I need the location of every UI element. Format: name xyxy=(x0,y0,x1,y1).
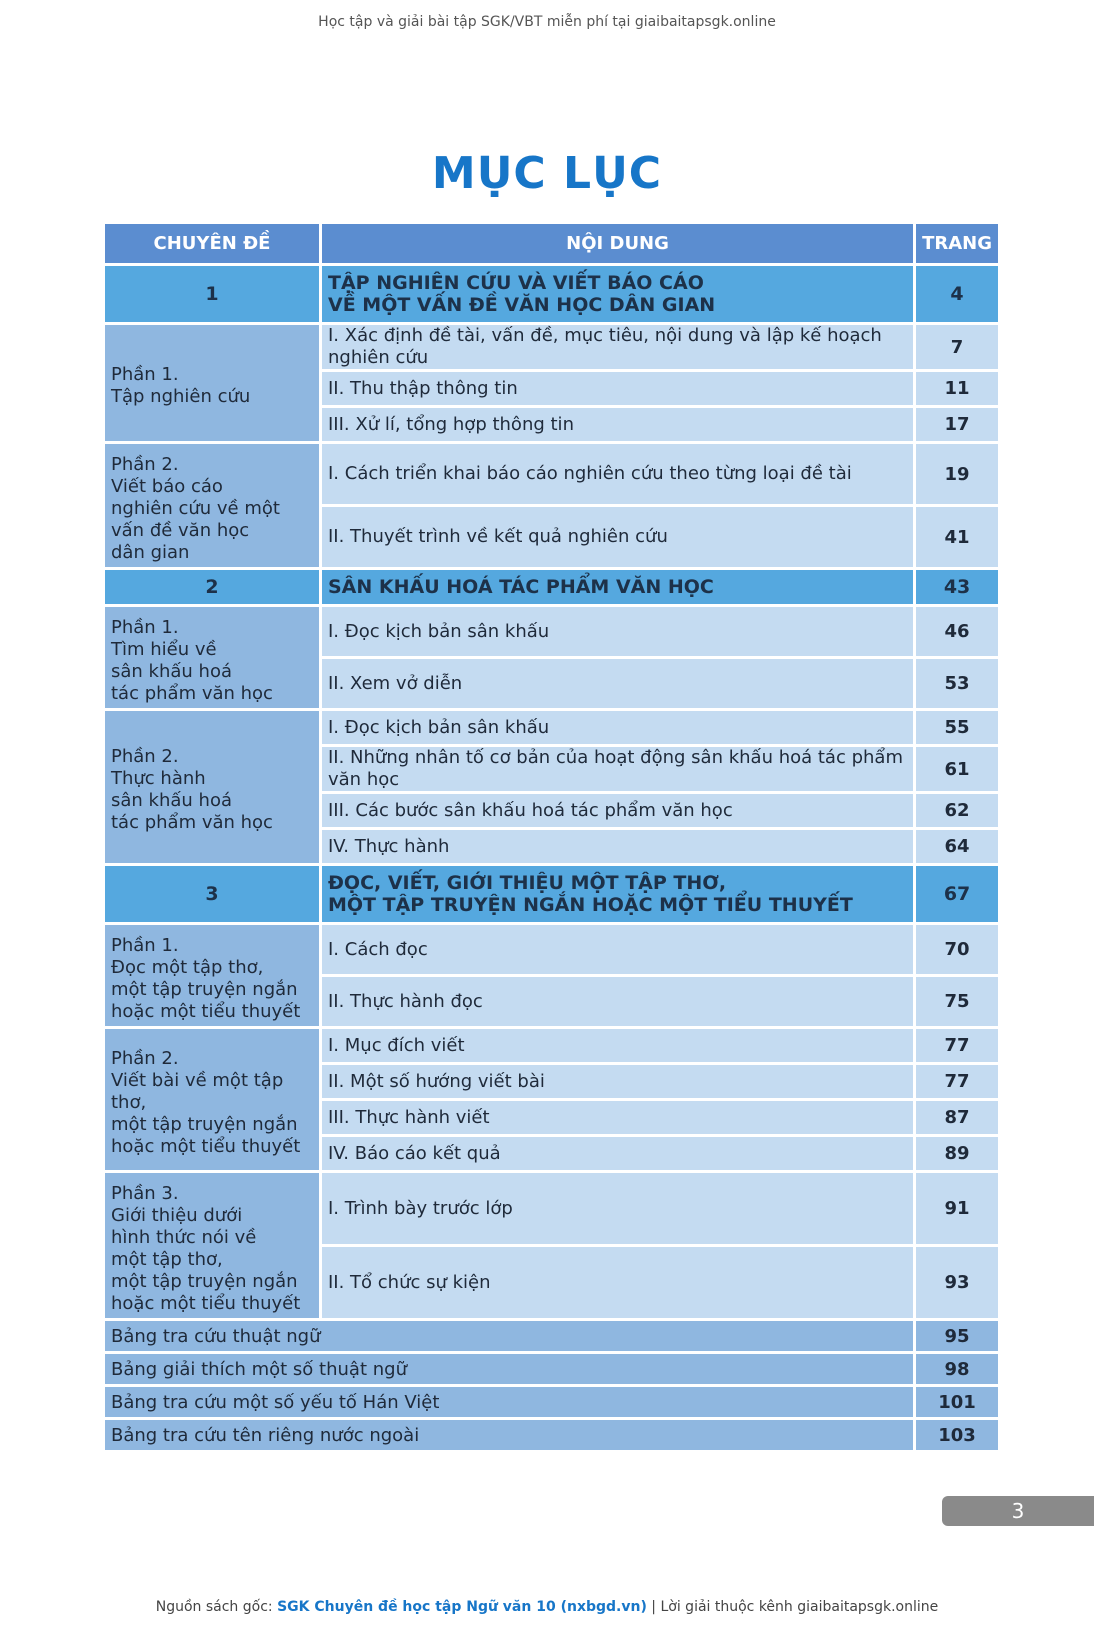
entry-title[interactable]: I. Xác định đề tài, vấn đề, mục tiêu, nội dung và lập kế hoạch nghiên cứu xyxy=(322,325,913,369)
entry-page: 46 xyxy=(916,607,998,656)
appendix-page: 101 xyxy=(916,1387,998,1417)
section-title xyxy=(322,570,913,604)
entry-title[interactable]: II. Những nhân tố cơ bản của hoạt động sân khấu hoá tác phẩm văn học xyxy=(322,747,913,791)
column-header-content: NỘI DUNG xyxy=(322,224,913,263)
section-row xyxy=(105,570,998,604)
entry-page: 77 xyxy=(916,1029,998,1062)
entry-title[interactable]: II. Thu thập thông tin xyxy=(322,372,913,405)
entry-page: 89 xyxy=(916,1137,998,1170)
section-title-line: TẬP NGHIÊN CỨU VÀ VIẾT BÁO CÁO xyxy=(328,272,704,294)
entry-title[interactable]: I. Đọc kịch bản sân khấu xyxy=(322,711,913,744)
part-label: Phần 2. Viết bài về một tập thơ, một tập truyện ngắn hoặc một tiểu thuyết xyxy=(105,1029,319,1170)
part-label: Phần 1. Đọc một tập thơ, một tập truyện ngắn hoặc một tiểu thuyết xyxy=(105,925,319,1026)
section-title-line: VỀ MỘT VẤN ĐỀ VĂN HỌC DÂN GIAN xyxy=(328,294,716,316)
section-number: 1 xyxy=(105,266,319,322)
entry-title[interactable]: II. Tổ chức sự kiện xyxy=(322,1247,913,1318)
part-label: Phần 3. Giới thiệu dưới hình thức nói về một tập thơ, một tập truyện ngắn hoặc một tiểu thuyết xyxy=(105,1173,319,1318)
entry-page: 7 xyxy=(916,325,998,369)
appendix-row xyxy=(105,1354,998,1384)
section-title xyxy=(322,266,913,322)
appendix-page: 95 xyxy=(916,1321,998,1351)
entry-page: 19 xyxy=(916,444,998,504)
toc-table xyxy=(102,221,1001,1453)
entry-title[interactable]: II. Xem vở diễn xyxy=(322,659,913,708)
column-header-page: TRANG xyxy=(916,224,998,263)
entry-page: 87 xyxy=(916,1101,998,1134)
toc-header-row xyxy=(105,224,998,263)
appendix-page: 98 xyxy=(916,1354,998,1384)
header-note: Học tập và giải bài tập SGK/VBT miễn phí tại giaibaitapsgk.online xyxy=(318,14,776,30)
part-label: Phần 1. Tập nghiên cứu xyxy=(105,325,319,441)
part-label: Phần 1. Tìm hiểu về sân khấu hoá tác phẩm văn học xyxy=(105,607,319,708)
section-title-line: ĐỌC, VIẾT, GIỚI THIỆU MỘT TẬP THƠ, xyxy=(328,872,727,894)
section-number: 2 xyxy=(105,570,319,604)
entry-page: 53 xyxy=(916,659,998,708)
part-label: Phần 2. Viết báo cáo nghiên cứu về một vấn đề văn học dân gian xyxy=(105,444,319,567)
toc-entry-row xyxy=(105,444,998,504)
entry-title[interactable]: II. Một số hướng viết bài xyxy=(322,1065,913,1098)
entry-page: 91 xyxy=(916,1173,998,1244)
entry-page: 61 xyxy=(916,747,998,791)
entry-title[interactable]: I. Đọc kịch bản sân khấu xyxy=(322,607,913,656)
appendix-title[interactable]: Bảng tra cứu một số yếu tố Hán Việt xyxy=(105,1387,913,1417)
section-row xyxy=(105,866,998,922)
entry-title[interactable]: I. Cách triển khai báo cáo nghiên cứu theo từng loại đề tài xyxy=(322,444,913,504)
section-title-line: MỘT TẬP TRUYỆN NGẮN HOẶC MỘT TIỂU THUYẾT xyxy=(328,894,853,916)
entry-page: 77 xyxy=(916,1065,998,1098)
appendix-title[interactable]: Bảng giải thích một số thuật ngữ xyxy=(105,1354,913,1384)
appendix-row xyxy=(105,1321,998,1351)
entry-title[interactable]: III. Các bước sân khấu hoá tác phẩm văn học xyxy=(322,794,913,827)
toc-entry-row xyxy=(105,711,998,744)
entry-title[interactable]: III. Xử lí, tổng hợp thông tin xyxy=(322,408,913,441)
section-title-line: SÂN KHẤU HOÁ TÁC PHẨM VĂN HỌC xyxy=(328,576,714,598)
section-number: 3 xyxy=(105,866,319,922)
entry-title[interactable]: IV. Báo cáo kết quả xyxy=(322,1137,913,1170)
page-title: MỤC LỤC xyxy=(431,148,663,199)
toc-entry-row xyxy=(105,925,998,974)
footer-prefix: Nguồn sách gốc: xyxy=(155,1599,278,1615)
entry-page: 41 xyxy=(916,507,998,567)
part-label: Phần 2. Thực hành sân khấu hoá tác phẩm văn học xyxy=(105,711,319,863)
footer-note xyxy=(0,1599,1094,1615)
entry-page: 64 xyxy=(916,830,998,863)
appendix-title[interactable]: Bảng tra cứu thuật ngữ xyxy=(105,1321,913,1351)
appendix-title[interactable]: Bảng tra cứu tên riêng nước ngoài xyxy=(105,1420,913,1450)
entry-title[interactable]: I. Mục đích viết xyxy=(322,1029,913,1062)
footer-suffix: | Lời giải thuộc kênh giaibaitapsgk.online xyxy=(646,1599,939,1615)
entry-title[interactable]: I. Trình bày trước lớp xyxy=(322,1173,913,1244)
entry-title[interactable]: IV. Thực hành xyxy=(322,830,913,863)
column-header-topic: CHUYÊN ĐỀ xyxy=(105,224,319,263)
entry-page: 70 xyxy=(916,925,998,974)
page-number-badge: 3 xyxy=(942,1496,1094,1526)
section-page: 43 xyxy=(916,570,998,604)
appendix-row xyxy=(105,1387,998,1417)
footer-source-link[interactable]: SGK Chuyên đề học tập Ngữ văn 10 (nxbgd.vn) xyxy=(277,1599,647,1615)
section-row xyxy=(105,266,998,322)
section-title xyxy=(322,866,913,922)
toc-entry-row xyxy=(105,1173,998,1244)
toc-entry-row xyxy=(105,1029,998,1062)
appendix-page: 103 xyxy=(916,1420,998,1450)
entry-page: 75 xyxy=(916,977,998,1026)
section-page: 67 xyxy=(916,866,998,922)
toc-body xyxy=(105,266,998,1450)
entry-title[interactable]: II. Thực hành đọc xyxy=(322,977,913,1026)
toc-entry-row xyxy=(105,325,998,369)
appendix-row xyxy=(105,1420,998,1450)
entry-title[interactable]: I. Cách đọc xyxy=(322,925,913,974)
entry-page: 17 xyxy=(916,408,998,441)
entry-page: 11 xyxy=(916,372,998,405)
section-page: 4 xyxy=(916,266,998,322)
toc-entry-row xyxy=(105,607,998,656)
entry-title[interactable]: II. Thuyết trình về kết quả nghiên cứu xyxy=(322,507,913,567)
entry-title[interactable]: III. Thực hành viết xyxy=(322,1101,913,1134)
entry-page: 62 xyxy=(916,794,998,827)
entry-page: 93 xyxy=(916,1247,998,1318)
entry-page: 55 xyxy=(916,711,998,744)
